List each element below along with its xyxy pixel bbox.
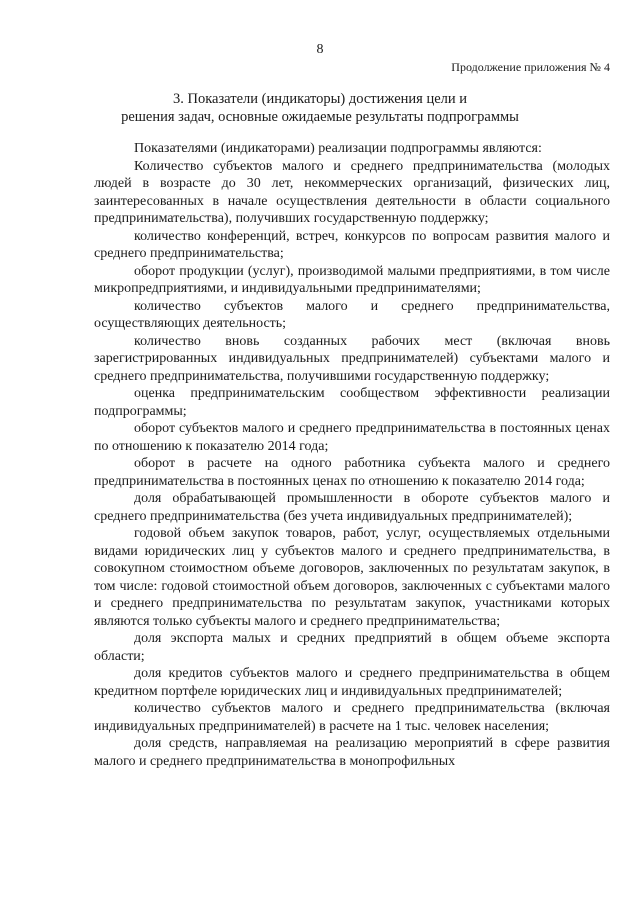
paragraph: Количество субъектов малого и среднего предпринимательства (молодых людей в возрасте до 30 лет, некоммерческих организаций, физических лиц, заинтересованных в начале осуществления деятельности в области социального предпринимательства), получивших государственную поддержку;: [94, 158, 610, 226]
paragraph: количество конференций, встреч, конкурсов по вопросам развития малого и среднего предпринимательства;: [94, 228, 610, 261]
paragraph: количество субъектов малого и среднего предпринимательства, осуществляющих деятельность;: [94, 298, 610, 331]
continuation-note: Продолжение приложения № 4: [451, 60, 610, 74]
paragraph: оборот субъектов малого и среднего предпринимательства в постоянных ценах по отношению к показателю 2014 года;: [94, 421, 610, 454]
section-title-line-2: решения задач, основные ожидаемые результаты подпрограммы: [121, 109, 519, 125]
paragraph-intro: Показателями (индикаторами) реализации подпрограммы являются:: [134, 141, 542, 156]
paragraph: оценка предпринимательским сообществом эффективности реализации подпрограммы;: [94, 386, 610, 419]
paragraph: оборот в расчете на одного работника субъекта малого и среднего предпринимательства в постоянных ценах по отношению к показателю 2014 года;: [94, 456, 610, 489]
paragraph: доля средств, направляемая на реализацию мероприятий в сфере развития малого и среднего предпринимательства в монопрофильных: [94, 736, 610, 769]
paragraph: доля кредитов субъектов малого и среднего предпринимательства в общем кредитном портфеле юридических лиц и индивидуальных предпринимателей;: [94, 666, 610, 699]
paragraph: годовой объем закупок товаров, работ, услуг, осуществляемых отдельными видами юридических лиц у субъектов малого и среднего предпринимательства, в совокупном стоимостном объеме договоров, заключенных по результатам закупок, в том числе: годовой стоимостной объем договоров, заключенных с субъектами малого и среднего предпринимательства по результатам закупок, участниками которых являются только субъекты малого и среднего предпринимательства;: [94, 526, 610, 629]
section-title-line-1: 3. Показатели (индикаторы) достижения цели и: [172, 91, 468, 107]
paragraph: доля экспорта малых и средних предприятий в общем объеме экспорта области;: [94, 631, 610, 664]
page-number: 8: [316, 42, 324, 57]
paragraph: количество вновь созданных рабочих мест (включая вновь зарегистрированных индивидуальных предпринимателей) субъектами малого и среднего предпринимательства, получившими государственную поддержку;: [94, 333, 610, 384]
section-title: [0, 90, 640, 126]
paragraph: доля обрабатывающей промышленности в обороте субъектов малого и среднего предпринимательства (без учета индивидуальных предпринимателей);: [94, 491, 610, 524]
paragraph: оборот продукции (услуг), производимой малыми предприятиями, в том числе микропредприятиями, и индивидуальными предпринимателями;: [94, 263, 610, 296]
document-body: [94, 140, 610, 770]
paragraph: количество субъектов малого и среднего предпринимательства (включая индивидуальных предпринимателей) в расчете на 1 тыс. человек населения;: [94, 701, 610, 734]
